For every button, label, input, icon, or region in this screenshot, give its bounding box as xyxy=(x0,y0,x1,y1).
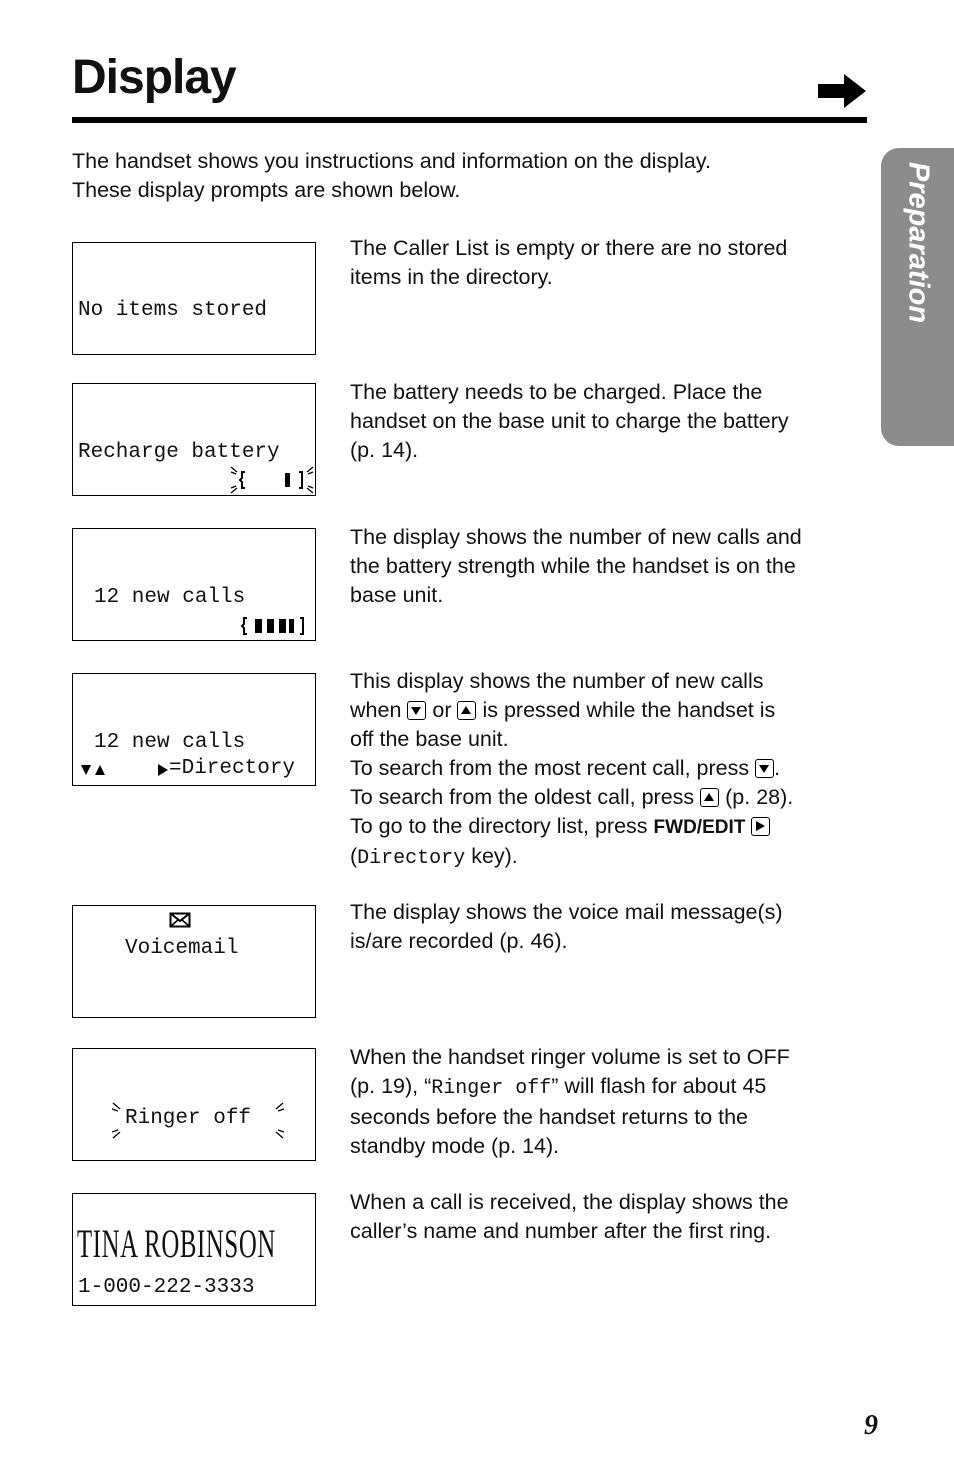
intro-line: The handset shows you instructions and information on the display. xyxy=(72,149,711,173)
lcd-display-voicemail xyxy=(72,905,316,1018)
envelope-icon xyxy=(169,911,191,929)
desc-line xyxy=(350,812,870,842)
desc-line xyxy=(350,754,870,783)
lcd-directory-text: =Directory xyxy=(169,757,296,780)
desc-line: items in the directory. xyxy=(350,265,553,289)
desc-line: is/are recorded (p. 46). xyxy=(350,929,568,953)
fwd-edit-key-label: FWD/EDIT xyxy=(653,817,746,838)
desc-line: seconds before the handset returns to the xyxy=(350,1105,749,1129)
desc-line: The display shows the number of new calls and xyxy=(350,525,802,549)
intro-text xyxy=(72,147,832,205)
desc-line xyxy=(350,1072,870,1103)
lcd-text: 12 new calls xyxy=(94,586,246,609)
lcd-display-no-items xyxy=(72,242,316,355)
desc-line: This display shows the number of new calls xyxy=(350,669,764,693)
desc-period: . xyxy=(774,756,781,780)
battery-empty-flashing-icon xyxy=(229,464,315,496)
down-key-icon xyxy=(755,759,774,778)
description-caller-id xyxy=(350,1188,870,1246)
title-rule xyxy=(72,117,867,123)
directory-key-label: Directory xyxy=(357,847,466,870)
lcd-text: 12 new calls xyxy=(94,731,246,754)
caller-name: TINA ROBINSON xyxy=(77,1221,276,1266)
lcd-display-recharge xyxy=(72,383,316,496)
lcd-text: Ringer off xyxy=(125,1107,252,1130)
lcd-text: Recharge battery xyxy=(78,441,280,464)
desc-line: The battery needs to be charged. Place the xyxy=(350,380,763,404)
right-arrow-icon xyxy=(157,762,169,778)
desc-text: is pressed while the handset is xyxy=(482,698,776,722)
desc-line xyxy=(350,696,870,725)
desc-line: handset on the base unit to charge the battery xyxy=(350,409,789,433)
desc-line: off the base unit. xyxy=(350,727,509,751)
desc-text: or xyxy=(432,698,452,722)
lcd-text: No items stored xyxy=(78,299,268,322)
description-recharge xyxy=(350,378,870,465)
up-key-icon xyxy=(700,788,719,807)
lcd-display-new-calls-off-base xyxy=(72,673,316,786)
desc-text: ” will flash for about 45 xyxy=(551,1074,767,1098)
right-key-icon xyxy=(751,817,770,836)
lcd-display-ringer-off xyxy=(72,1048,316,1161)
lcd-display-new-calls-on-base xyxy=(72,528,316,641)
desc-line: base unit. xyxy=(350,583,444,607)
section-tab xyxy=(881,148,954,446)
desc-text: (p. 28). xyxy=(725,785,794,809)
description-new-calls-on-base xyxy=(350,523,870,610)
down-key-icon xyxy=(407,701,426,720)
desc-text: key). xyxy=(471,844,518,868)
desc-text: To search from the most recent call, press xyxy=(350,756,750,780)
description-voicemail xyxy=(350,898,870,956)
down-up-arrows-icon xyxy=(80,762,110,778)
description-new-calls-off-base xyxy=(350,667,870,873)
desc-line: The Caller List is empty or there are no stored xyxy=(350,236,788,260)
desc-line: The display shows the voice mail message(s) xyxy=(350,900,783,924)
lcd-text: Voicemail xyxy=(125,937,239,960)
ringer-off-label: Ringer off xyxy=(431,1077,552,1100)
continue-arrow-icon xyxy=(818,74,866,108)
description-ringer-off xyxy=(350,1043,870,1161)
intro-line: These display prompts are shown below. xyxy=(72,178,461,202)
desc-line: caller’s name and number after the first ring. xyxy=(350,1219,772,1243)
description-no-items xyxy=(350,234,870,292)
desc-text: when xyxy=(350,698,402,722)
desc-line: the battery strength while the handset is on the xyxy=(350,554,796,578)
caller-number: 1-000-222-3333 xyxy=(78,1276,255,1299)
page-title: Display xyxy=(72,51,236,104)
desc-line: When the handset ringer volume is set to OFF xyxy=(350,1045,790,1069)
section-tab-label: Preparation xyxy=(902,161,934,324)
desc-line: When a call is received, the display shows the xyxy=(350,1190,789,1214)
desc-line: standby mode (p. 14). xyxy=(350,1134,560,1158)
desc-text: To search from the oldest call, press xyxy=(350,785,695,809)
page-number: 9 xyxy=(864,1410,878,1441)
lcd-display-caller-id xyxy=(72,1193,316,1306)
battery-full-icon xyxy=(239,615,309,637)
desc-line xyxy=(350,783,870,812)
up-key-icon xyxy=(457,701,476,720)
desc-line: (Directory key). xyxy=(350,844,518,870)
desc-text: To go to the directory list, press xyxy=(350,814,648,838)
desc-text: (p. 19), “ xyxy=(350,1074,432,1098)
desc-line: (p. 14). xyxy=(350,438,419,462)
